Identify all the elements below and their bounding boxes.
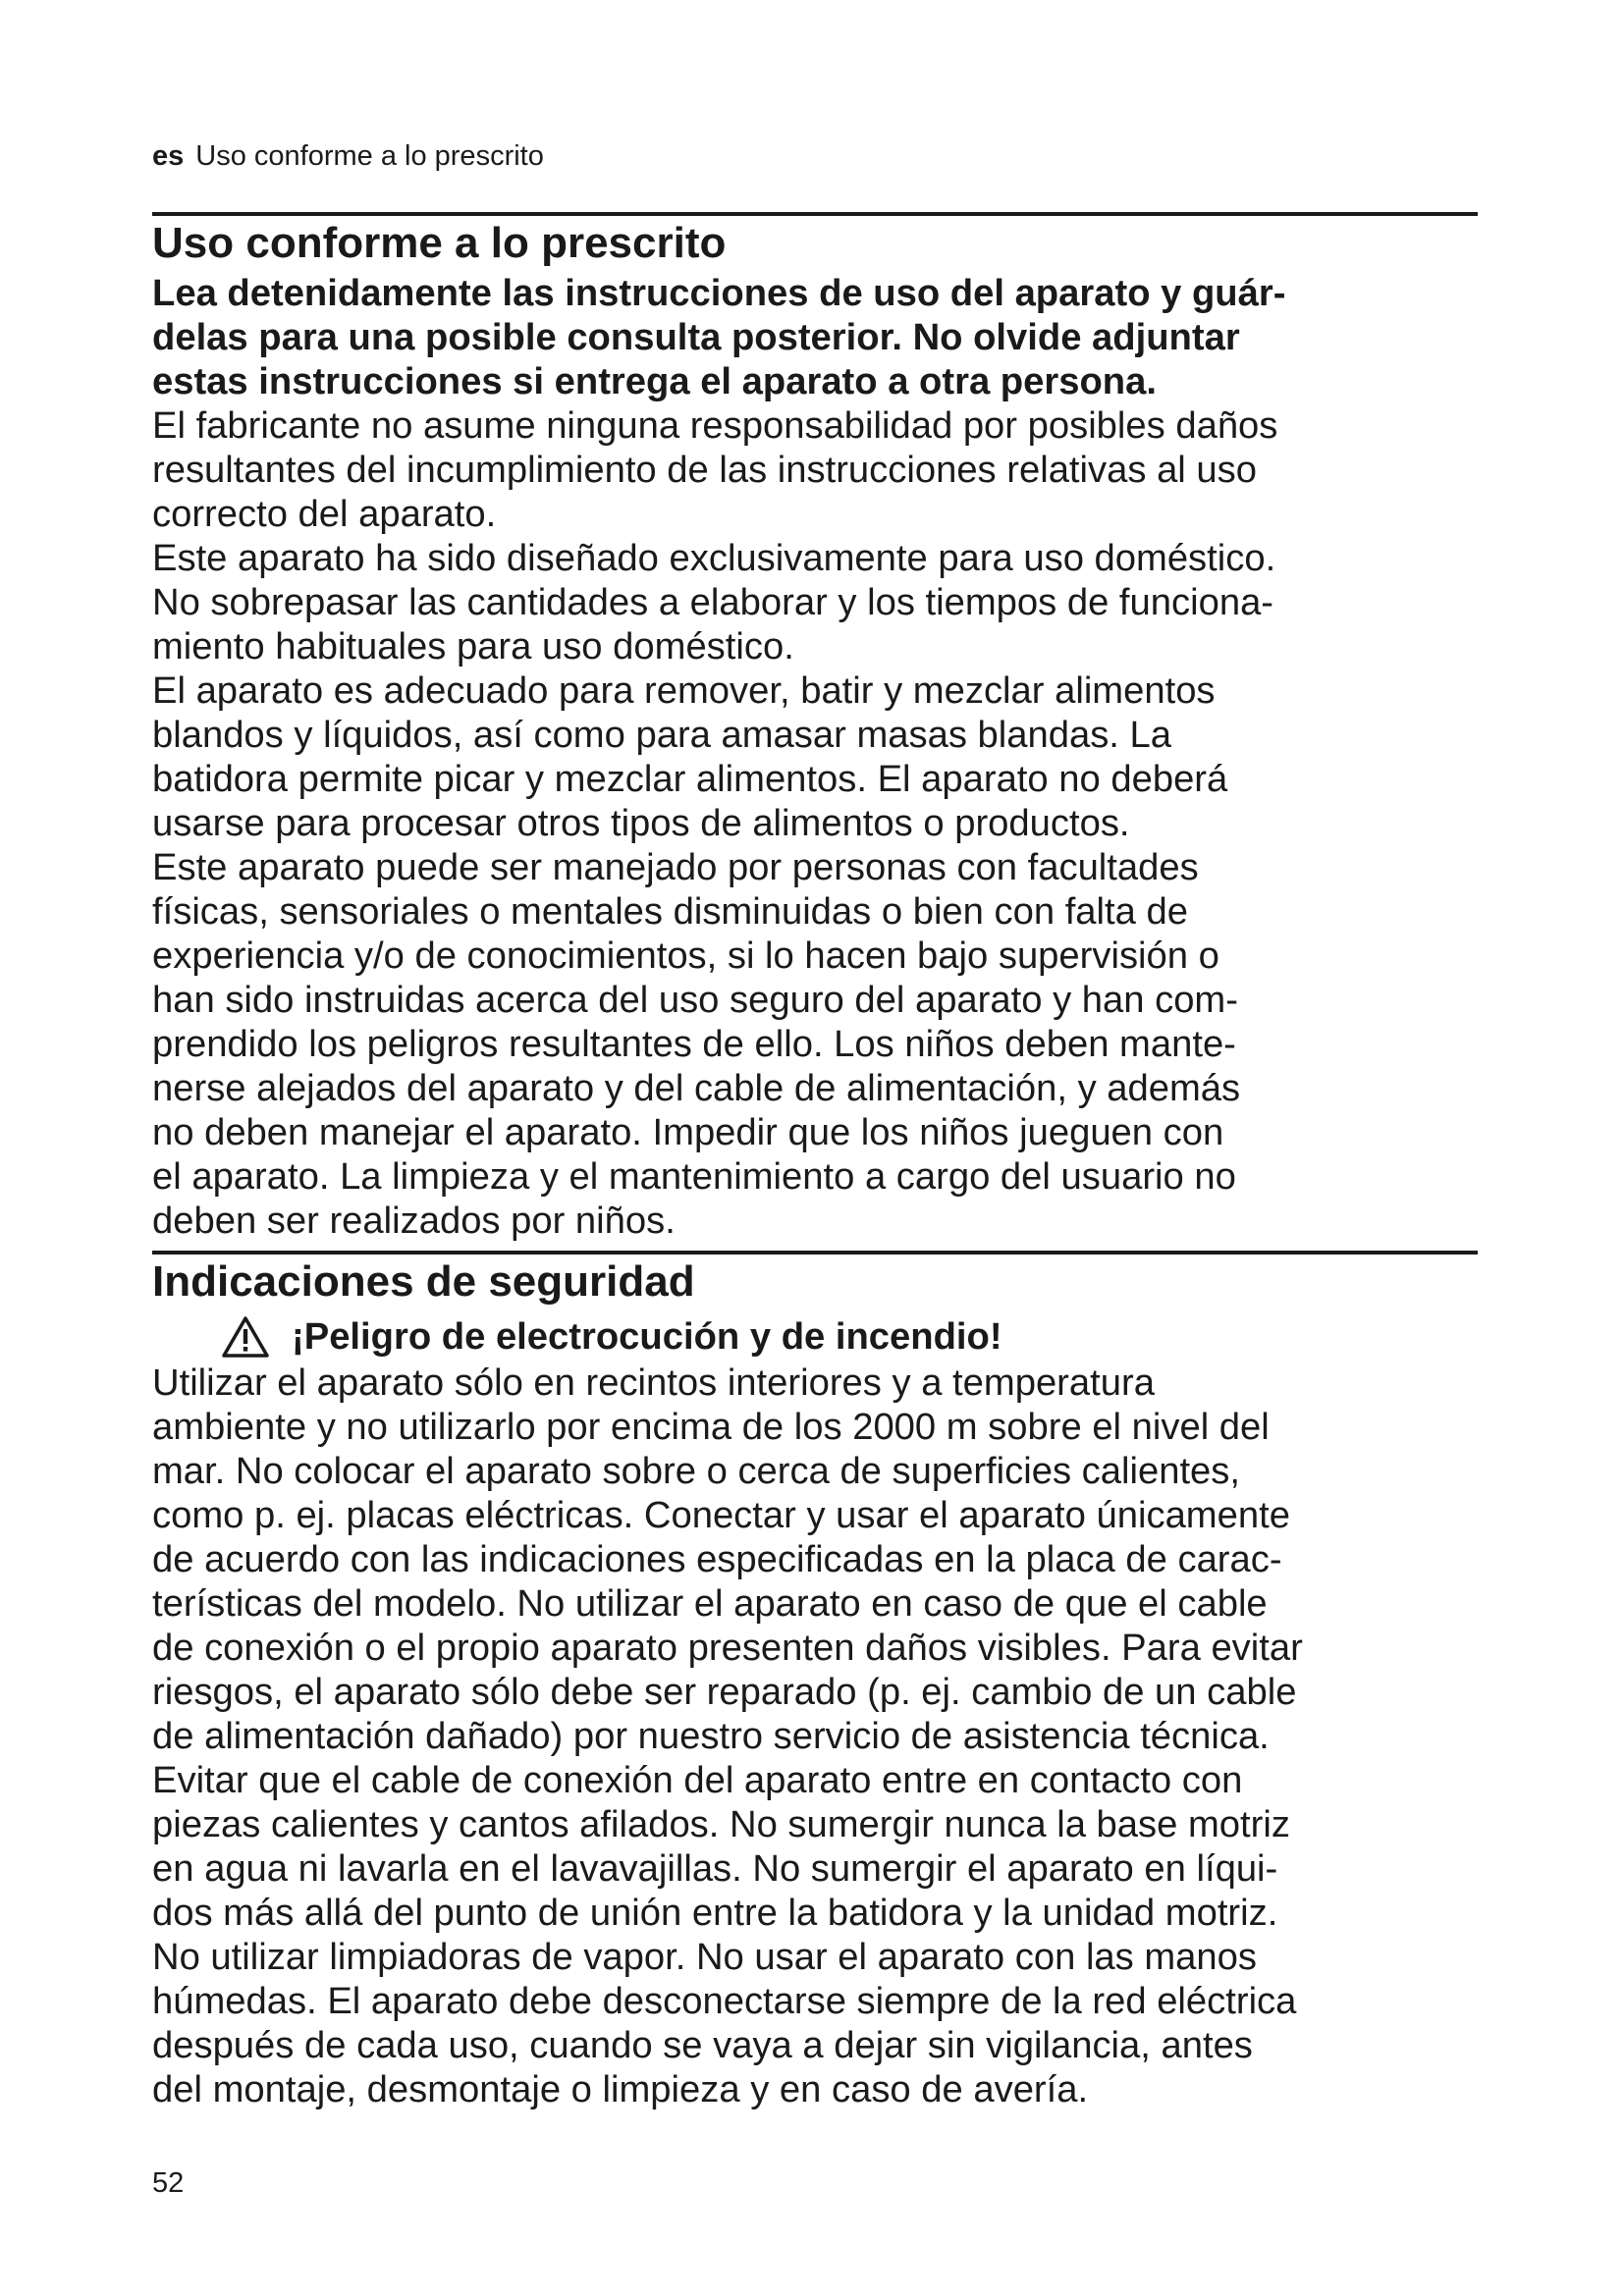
text-line: estas instrucciones si entrega el aparato a otra persona. xyxy=(152,360,1157,402)
section-safety xyxy=(152,1251,1478,2111)
text-line: miento habituales para uso doméstico. xyxy=(152,625,794,667)
text-line: Utilizar el aparato sólo en recintos interiores y a temperatura xyxy=(152,1362,1155,1404)
section-intended-use xyxy=(152,212,1478,1243)
text-line: riesgos, el aparato sólo debe ser reparado (p. ej. cambio de un cable xyxy=(152,1671,1297,1713)
text-line: El aparato es adecuado para remover, batir y mezclar alimentos xyxy=(152,669,1216,712)
text-line: como p. ej. placas eléctricas. Conectar y usar el aparato únicamente xyxy=(152,1494,1290,1536)
text-line: dos más allá del punto de unión entre la batidora y la unidad motriz. xyxy=(152,1892,1278,1934)
text-line: después de cada uso, cuando se vaya a dejar sin vigilancia, antes xyxy=(152,2024,1253,2066)
text-line: terísticas del modelo. No utilizar el aparato en caso de que el cable xyxy=(152,1582,1268,1625)
text-line: de alimentación dañado) por nuestro servicio de asistencia técnica. xyxy=(152,1715,1270,1757)
text-line: prendido los peligros resultantes de ello. Los niños deben mante- xyxy=(152,1023,1236,1065)
intro-paragraph xyxy=(152,271,1478,403)
body-text xyxy=(152,1361,1478,2111)
text-line: no deben manejar el aparato. Impedir que los niños jueguen con xyxy=(152,1111,1224,1153)
text-line: Lea detenidamente las instrucciones de uso del aparato y guár- xyxy=(152,272,1286,314)
text-line: resultantes del incumplimiento de las instrucciones relativas al uso xyxy=(152,449,1257,491)
text-line: correcto del aparato. xyxy=(152,493,497,535)
body-text xyxy=(152,403,1478,1243)
page-number: 52 xyxy=(152,2167,185,2199)
language-code: es xyxy=(152,140,185,172)
text-line: del montaje, desmontaje o limpieza y en caso de avería. xyxy=(152,2068,1089,2110)
text-line: mar. No colocar el aparato sobre o cerca de superficies calientes, xyxy=(152,1450,1240,1492)
text-line: No utilizar limpiadoras de vapor. No usar el aparato con las manos xyxy=(152,1936,1257,1978)
text-line: de conexión o el propio aparato presenten daños visibles. Para evitar xyxy=(152,1627,1303,1669)
section-heading: Indicaciones de seguridad xyxy=(152,1257,695,1306)
text-line: húmedas. El aparato debe desconectarse siempre de la red eléctrica xyxy=(152,1980,1297,2022)
warning-title: ¡Peligro de electrocución y de incendio! xyxy=(292,1315,1002,1358)
text-line: blandos y líquidos, así como para amasar masas blandas. La xyxy=(152,714,1171,756)
text-line: Este aparato puede ser manejado por personas con facultades xyxy=(152,846,1199,888)
warning-heading xyxy=(152,1313,1478,1361)
text-line: experiencia y/o de conocimientos, si lo hacen bajo supervisión o xyxy=(152,934,1219,977)
text-line: delas para una posible consulta posterior. No olvide adjuntar xyxy=(152,316,1240,358)
running-header-title: Uso conforme a lo prescrito xyxy=(195,140,544,172)
text-line: nerse alejados del aparato y del cable de alimentación, y además xyxy=(152,1067,1241,1109)
text-line: Este aparato ha sido diseñado exclusivamente para uso doméstico. xyxy=(152,537,1276,579)
running-header xyxy=(152,139,544,173)
text-line: El fabricante no asume ninguna responsabilidad por posibles daños xyxy=(152,404,1278,447)
text-line: físicas, sensoriales o mentales disminuidas o bien con falta de xyxy=(152,890,1188,933)
content xyxy=(152,212,1478,2111)
text-line: ambiente y no utilizarlo por encima de los 2000 m sobre el nivel del xyxy=(152,1406,1270,1448)
text-line: deben ser realizados por niños. xyxy=(152,1200,676,1242)
text-line: batidora permite picar y mezclar alimentos. El aparato no deberá xyxy=(152,758,1228,800)
text-line: han sido instruidas acerca del uso seguro del aparato y han com- xyxy=(152,979,1238,1021)
section-heading: Uso conforme a lo prescrito xyxy=(152,219,727,267)
text-line: No sobrepasar las cantidades a elaborar y los tiempos de funciona- xyxy=(152,581,1274,623)
text-line: Evitar que el cable de conexión del aparato entre en contacto con xyxy=(152,1759,1243,1801)
warning-triangle-icon xyxy=(221,1315,270,1359)
text-line: el aparato. La limpieza y el mantenimiento a cargo del usuario no xyxy=(152,1155,1236,1198)
text-line: usarse para procesar otros tipos de alimentos o productos. xyxy=(152,802,1130,844)
text-line: de acuerdo con las indicaciones especificadas en la placa de carac- xyxy=(152,1538,1282,1580)
text-line: piezas calientes y cantos afilados. No sumergir nunca la base motriz xyxy=(152,1803,1290,1845)
text-line: en agua ni lavarla en el lavavajillas. No sumergir el aparato en líqui- xyxy=(152,1847,1278,1890)
